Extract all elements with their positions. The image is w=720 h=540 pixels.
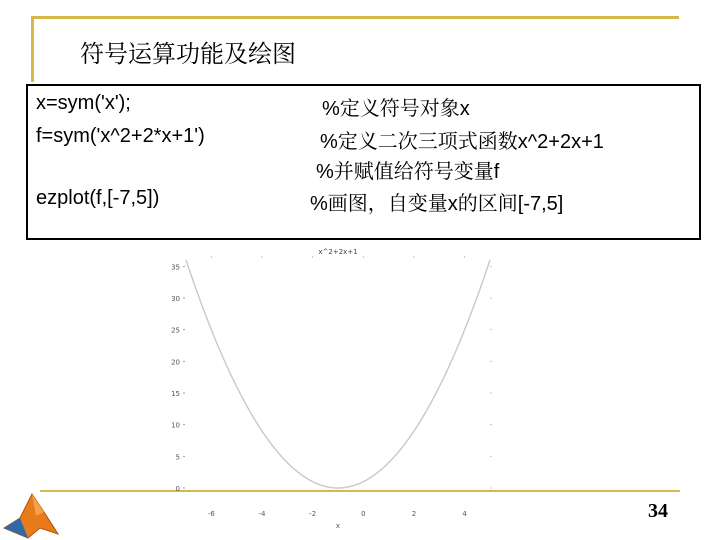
code-box — [26, 84, 701, 240]
y-tick-label: 20 — [171, 358, 180, 367]
x-tick-label: 2 — [411, 510, 417, 518]
y-tick-label: 25 — [171, 326, 180, 335]
code-line-4: ezplot(f,[-7,5]) — [36, 187, 160, 209]
x-tick-label: 4 — [462, 510, 467, 518]
function-curve — [186, 260, 490, 488]
y-tick-label: 15 — [171, 390, 180, 398]
chart-title: x^2+2x+1 — [318, 248, 358, 256]
x-tick-label: 0 — [361, 510, 366, 518]
y-tick-label: 10 — [171, 421, 180, 430]
comment-line-4: %画图，自变量x的区间[-7,5] — [310, 193, 564, 215]
matlab-logo-icon — [0, 488, 60, 540]
x-axis-label: x — [335, 522, 341, 530]
comment-line-2: %定义二次三项式函数x^2+2x+1 — [320, 131, 604, 153]
slide-title: 符号运算功能及绘图 — [80, 40, 296, 68]
y-tick-label: 0 — [175, 485, 180, 493]
y-tick-label: 35 — [171, 263, 180, 272]
y-tick-label: 30 — [171, 295, 180, 303]
code-line-2: f=sym('x^2+2*x+1') — [36, 125, 205, 147]
top-accent-line — [31, 16, 679, 19]
comment-line-1: %定义符号对象x — [322, 98, 470, 120]
comment-line-3: %并赋值给符号变量f — [316, 161, 500, 183]
left-accent-line — [31, 16, 34, 82]
code-line-1: x=sym('x'); — [36, 92, 131, 114]
x-tick-label: -2 — [309, 510, 317, 518]
page-number: 34 — [648, 500, 668, 522]
y-tick-label: 5 — [175, 453, 180, 462]
x-tick-label: -4 — [258, 510, 266, 518]
function-plot — [150, 244, 510, 534]
x-tick-label: -6 — [207, 510, 215, 518]
